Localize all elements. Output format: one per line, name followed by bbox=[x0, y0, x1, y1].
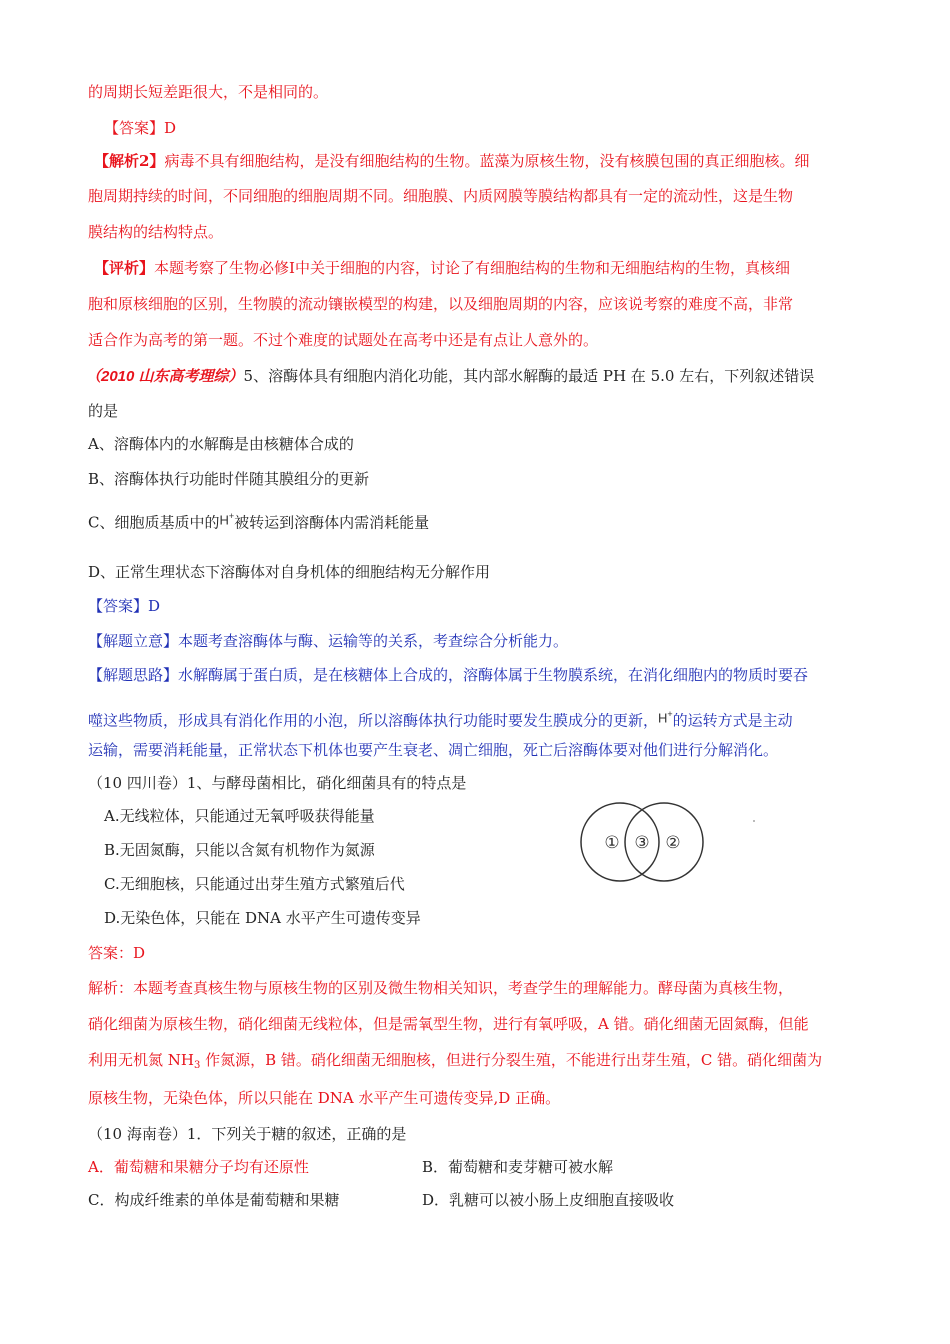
option-c: C．构成纤维素的单体是葡萄糖和果糖 bbox=[88, 1191, 340, 1209]
option-d: D．乳糖可以被小肠上皮细胞直接吸收 bbox=[422, 1191, 675, 1209]
analysis-line: 胞周期持续的时间，不同细胞的细胞周期不同。细胞膜、内质网膜等膜结构都具有一定的流动性，这是生物 bbox=[88, 187, 794, 205]
question-stem: （10 四川卷）1、与酵母菌相比，硝化细菌具有的特点是 bbox=[88, 774, 467, 792]
option-c-text: 被转运到溶酶体内需消耗能量 bbox=[234, 513, 430, 532]
option-c-text: C、细胞质基质中的 bbox=[88, 513, 220, 532]
answer-line: 答案：D bbox=[88, 944, 146, 962]
option-a: A、溶酶体内的水解酶是由核糖体合成的 bbox=[88, 435, 354, 453]
answer-line: 【答案】D bbox=[88, 597, 161, 615]
question-stem: （10 海南卷）1．下列关于糖的叙述，正确的是 bbox=[88, 1125, 407, 1143]
analysis-line bbox=[94, 151, 809, 171]
venn-label-2: ② bbox=[665, 833, 681, 853]
h-ion-image: H+ bbox=[658, 709, 673, 726]
explanation-line: 原核生物，无染色体，所以只能在 DNA 水平产生可遗传变异,D 正确。 bbox=[88, 1089, 561, 1107]
venn-label-3: ③ bbox=[634, 833, 650, 853]
venn-diagram bbox=[578, 800, 708, 884]
idea-text: 水解酶属于蛋白质，是在核糖体上合成的，溶酶体属于生物膜系统，在消化细胞内的物质时要吞 bbox=[178, 666, 809, 684]
review-line: 适合作为高考的第一题。不过个难度的试题处在高考中还是有点让人意外的。 bbox=[88, 331, 599, 349]
analysis-tag: 【解析2】 bbox=[94, 152, 165, 170]
option-c: C.无细胞核，只能通过出芽生殖方式繁殖后代 bbox=[104, 875, 405, 893]
option-b: B.无固氮酶，只能以含氮有机物作为氮源 bbox=[104, 841, 375, 859]
idea-tag: 【解题思路】 bbox=[88, 666, 179, 684]
option-a: A．葡萄糖和果糖分子均有还原性 bbox=[88, 1158, 309, 1176]
explanation-text: 利用无机氮 NH bbox=[88, 1051, 194, 1069]
option-a: A.无线粒体，只能通过无氧呼吸获得能量 bbox=[104, 807, 375, 825]
option-b: B．葡萄糖和麦芽糖可被水解 bbox=[422, 1158, 614, 1176]
explanation-line bbox=[88, 1050, 822, 1076]
review-line bbox=[94, 258, 790, 278]
option-d: D、正常生理状态下溶酶体对自身机体的细胞结构无分解作用 bbox=[88, 563, 491, 581]
venn-label-1: ① bbox=[604, 833, 620, 853]
idea-line bbox=[88, 704, 793, 730]
idea-text: 噬这些物质，形成具有消化作用的小泡，所以溶酶体执行功能时要发生膜成分的更新， bbox=[88, 711, 659, 730]
idea-line bbox=[88, 665, 808, 685]
question-stem-cont: 的是 bbox=[88, 402, 119, 420]
option-c bbox=[88, 506, 429, 532]
explanation-line: 硝化细菌为原核生物，硝化细菌无线粒体，但是需氧型生物，进行有氧呼吸，A 错。硝化细菌无固氮酶，但能 bbox=[88, 1015, 809, 1033]
answer-line: 【答案】D bbox=[104, 119, 177, 137]
review-tag: 【评析】 bbox=[94, 259, 155, 277]
idea-line: 运输，需要消耗能量，正常状态下机体也要产生衰老、凋亡细胞，死亡后溶酶体要对他们进行分解消化。 bbox=[88, 741, 779, 759]
text-line: 的周期长短差距很大，不是相同的。 bbox=[88, 83, 329, 101]
intent-tag: 【解题立意】 bbox=[88, 632, 179, 650]
intent-line bbox=[88, 631, 568, 651]
subscript: 3 bbox=[193, 1060, 201, 1071]
question-source: （2010 山东高考理综） bbox=[86, 368, 244, 385]
review-line: 胞和原核细胞的区别，生物膜的流动镶嵌模型的构建，以及细胞周期的内容，应该说考察的难度不高，非常 bbox=[88, 295, 794, 313]
question-text: 5、溶酶体具有细胞内消化功能，其内部水解酶的最适 PH 在 5.0 左右，下列叙述错误 bbox=[243, 367, 815, 385]
option-b: B、溶酶体执行功能时伴随其膜组分的更新 bbox=[88, 470, 370, 488]
option-d: D.无染色体，只能在 DNA 水平产生可遗传变异 bbox=[104, 909, 421, 927]
explanation-line: 解析：本题考查真核生物与原核生物的区别及微生物相关知识，考查学生的理解能力。酵母菌为真核生物， bbox=[88, 979, 794, 997]
h-ion-image: H+ bbox=[219, 511, 235, 528]
intent-text: 本题考查溶酶体与酶、运输等的关系，考查综合分析能力。 bbox=[178, 632, 569, 650]
speck bbox=[753, 820, 755, 822]
idea-text: 的运转方式是主动 bbox=[672, 711, 793, 730]
explanation-text: 作氮源，B 错。硝化细菌无细胞核，但进行分裂生殖，不能进行出芽生殖，C 错。硝化细菌为 bbox=[200, 1051, 823, 1069]
analysis-line: 膜结构的结构特点。 bbox=[88, 223, 224, 241]
question-stem bbox=[86, 366, 814, 387]
review-text: 本题考察了生物必修Ⅰ中关于细胞的内容，讨论了有细胞结构的生物和无细胞结构的生物，真核细 bbox=[154, 259, 790, 277]
analysis-text: 病毒不具有细胞结构，是没有细胞结构的生物。蓝藻为原核生物，没有核膜包围的真正细胞核。细 bbox=[164, 152, 810, 170]
